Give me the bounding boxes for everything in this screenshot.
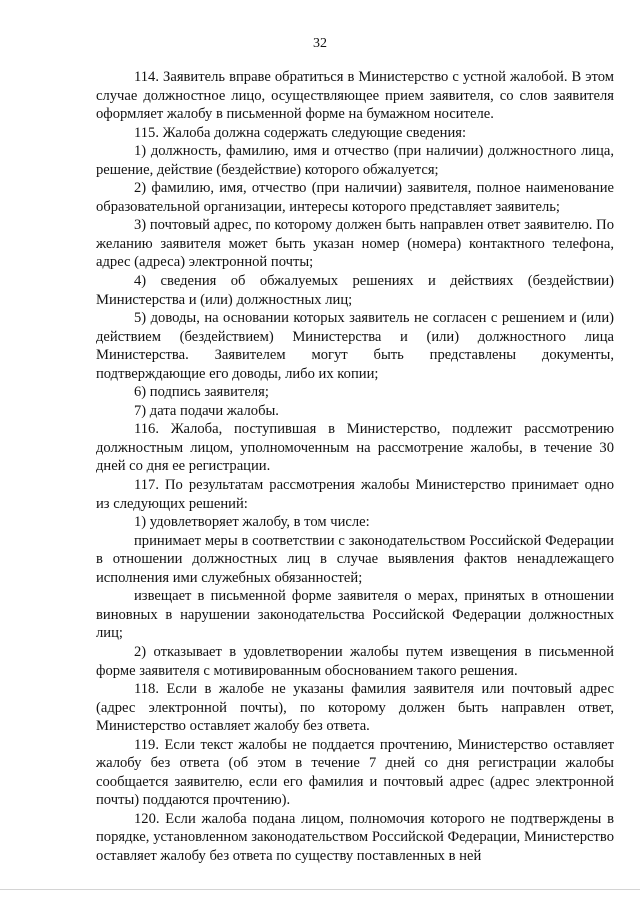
scan-bottom-edge (0, 889, 640, 890)
paragraph-117: 117. По результатам рассмотрения жалобы Министерство принимает одно из следующих решений: (96, 477, 614, 512)
list-item-115-1: 1) должность, фамилию, имя и отчество (при наличии) должностного лица, решение, действие (бездействие) которого обжалуется; (96, 143, 614, 178)
paragraph-118: 118. Если в жалобе не указаны фамилия заявителя или почтовый адрес (адрес электронной почты), по которому должен быть направлен ответ, Министерство оставляет жалобу без ответа. (96, 681, 614, 735)
page-number: 32 (313, 36, 327, 51)
paragraph-119: 119. Если текст жалобы не поддается прочтению, Министерство оставляет жалобу без ответа (об этом в течение 7 дней со дня регистрации жалобы сообщается заявителю, если его фамилия и почтовый адрес (адрес электронной почты) поддаются прочтению). (96, 736, 614, 809)
list-item-117-1: 1) удовлетворяет жалобу, в том числе: (134, 514, 370, 531)
list-item-115-7: 7) дата подачи жалобы. (134, 402, 279, 419)
paragraph-115: 115. Жалоба должна содержать следующие сведения: (134, 124, 467, 141)
paragraph-114: 114. Заявитель вправе обратиться в Министерство с устной жалобой. В этом случае должностное лицо, осуществляющее прием заявителя, со слов заявителя оформляет жалобу в письменной форме на бумажном носителе. (96, 69, 614, 123)
paragraph-116: 116. Жалоба, поступившая в Министерство, подлежит рассмотрению должностным лицом, уполномоченным на рассмотрение жалобы, в течение 30 дней со дня ее регистрации. (96, 421, 614, 475)
list-item-115-3: 3) почтовый адрес, по которому должен быть направлен ответ заявителю. По желанию заявителя может быть указан номер (номера) контактного телефона, адрес (адреса) электронной почты; (96, 217, 614, 271)
list-item-115-2: 2) фамилию, имя, отчество (при наличии) заявителя, полное наименование образовательной организации, интересы которого представляет заявитель; (96, 180, 614, 215)
list-item-115-4: 4) сведения об обжалуемых решениях и действиях (бездействии) Министерства и (или) должностных лиц; (96, 273, 614, 308)
sub-item-117-1-notice: извещает в письменной форме заявителя о мерах, принятых в отношении виновных в нарушении законодательства Российской Федерации должностных лиц; (96, 588, 614, 642)
sub-item-117-1-measures: принимает меры в соответствии с законодательством Российской Федерации в отношении должностных лиц в случае выявления фактов ненадлежащего исполнения ими служебных обязанностей; (96, 532, 614, 586)
list-item-117-2: 2) отказывает в удовлетворении жалобы путем извещения в письменной форме заявителя с мотивированным обоснованием такого решения. (96, 643, 614, 679)
document-body (96, 68, 614, 866)
paragraph-120: 120. Если жалоба подана лицом, полномочия которого не подтверждены в порядке, установленном законодательством Российской Федерации, Министерство оставляет жалобу без ответа по существу поставленных в ней (96, 810, 614, 864)
list-item-115-6: 6) подпись заявителя; (134, 384, 269, 401)
list-item-115-5: 5) доводы, на основании которых заявитель не согласен с решением и (или) действием (бездействием) Министерства и (или) должностного лица Министерства. Заявителем могут быть представлены документы, подтверждающие его доводы, либо их копии; (96, 310, 614, 382)
